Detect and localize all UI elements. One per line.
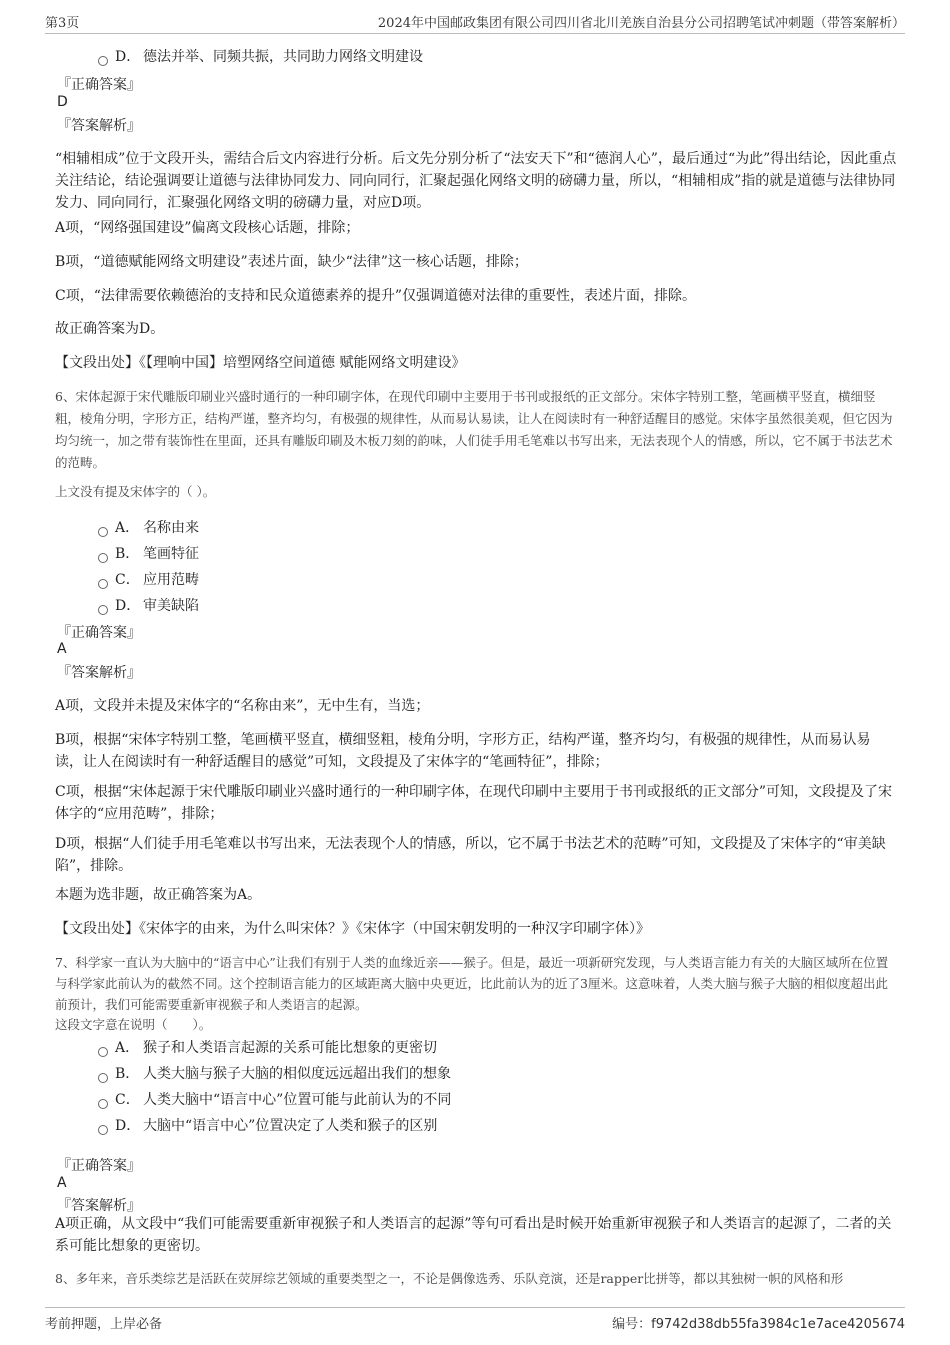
option-c-radio[interactable] xyxy=(98,579,108,589)
option-d-radio[interactable] xyxy=(98,56,108,66)
q6-source: 【文段出处】《宋体字的由来，为什么叫宋体？》《宋体字（中国宋朝发明的一种汉字印刷字体）》 xyxy=(55,921,650,937)
q5-analysis-label: 『答案解析』 xyxy=(57,118,141,134)
q6-analysis-a: A项，文段并未提及宋体字的“名称由来”，无中生有，当选； xyxy=(55,698,430,714)
q7-option-d xyxy=(115,1115,437,1135)
option-a-radio[interactable] xyxy=(98,527,108,537)
footer-slogan: 考前押题，上岸必备 xyxy=(45,1317,163,1332)
q6-answer: A xyxy=(57,641,67,657)
q6-option-b xyxy=(115,543,199,563)
q6-answer-label: 『正确答案』 xyxy=(57,625,141,641)
document-title: 2024年中国邮政集团有限公司四川省北川羌族自治县分公司招聘笔试冲刺题（带答案解析） xyxy=(377,16,905,31)
q6-analysis-b: B项，根据“宋体字特别工整，笔画横平竖直，横细竖粗，棱角分明，字形方正，结构严谨，整齐均匀，有极强的规律性，从而易认易读，让人在阅读时有一种舒适醒目的感觉”可知，文段提及了宋体字的“笔画特征”，排除； xyxy=(55,732,871,770)
q5-answer: D xyxy=(57,94,68,110)
q7-answer: A xyxy=(57,1175,67,1191)
option-text: 名称由来 xyxy=(143,520,199,536)
option-text: 审美缺陷 xyxy=(143,598,199,614)
q5-analysis-b: B项，“道德赋能网络文明建设”表述片面，缺少“法律”这一核心话题，排除； xyxy=(55,254,528,270)
option-key: A． xyxy=(115,1040,140,1056)
q6-analysis-c: C项，根据“宋体起源于宋代雕版印刷业兴盛时通行的一种印刷字体，在现代印刷中主要用于书刊或报纸的正文部分”可知，文段提及了宋体字的“应用范畴”，排除； xyxy=(55,784,893,822)
option-text: 德法并举、同频共振，共同助力网络文明建设 xyxy=(143,49,423,65)
q6-analysis-d: D项，根据“人们徒手用毛笔难以书写出来，无法表现个人的情感，所以，它不属于书法艺术的范畴”可知，文段提及了宋体字的“审美缺陷”，排除。 xyxy=(55,836,886,874)
option-key: B． xyxy=(115,1066,140,1082)
option-key: B． xyxy=(115,546,140,562)
option-text: 人类大脑中“语言中心”位置可能与此前认为的不同 xyxy=(143,1092,452,1108)
option-key: D． xyxy=(115,49,141,65)
q7-question: 这段文字意在说明（ ）。 xyxy=(55,1017,212,1032)
q7-option-c xyxy=(115,1089,451,1109)
q6-stem: 6、宋体起源于宋代雕版印刷业兴盛时通行的一种印刷字体，在现代印刷中主要用于书刊或报纸的正文部分。宋体字特别工整，笔画横平竖直，横细竖粗，棱角分明，字形方正，结构严谨，整齐均匀，有极强的规律性，从而易认易读，让人在阅读时有一种舒适醒目的感觉。宋体字虽然很美观，但它因为均匀统一，加之带有装饰性在里面，还具有雕版印刷及木板刀刻的韵味，人们徒手用毛笔难以书写出来，无法表现个人的情感，所以，它不属于书法艺术的范畴。 xyxy=(55,389,893,470)
option-key: D． xyxy=(115,1118,141,1134)
q6-question: 上文没有提及宋体字的（ ）。 xyxy=(55,484,216,499)
q5-conclusion: 故正确答案为D。 xyxy=(55,321,165,337)
header-divider xyxy=(45,33,905,34)
code-value: f9742d38db55fa3984c1e7ace4205674 xyxy=(651,1317,905,1332)
option-text: 笔画特征 xyxy=(143,546,199,562)
footer-code xyxy=(612,1313,905,1332)
option-key: C． xyxy=(115,1092,140,1108)
q5-source: 【文段出处】《【理响中国】培塑网络空间道德 赋能网络文明建设》 xyxy=(55,355,466,371)
q7-answer-label: 『正确答案』 xyxy=(57,1158,141,1174)
option-c-radio[interactable] xyxy=(98,1099,108,1109)
option-text: 应用范畴 xyxy=(143,572,199,588)
q5-answer-label: 『正确答案』 xyxy=(57,77,141,93)
code-label: 编号： xyxy=(612,1317,652,1332)
footer-divider xyxy=(45,1307,905,1308)
q7-stem: 7、科学家一直认为大脑中的“语言中心”让我们有别于人类的血缘近亲——猴子。但是，最近一项新研究发现，与人类语言能力有关的大脑区域所在位置与科学家此前认为的截然不同。这个控制语言能力的区域距离大脑中央更近，比此前认为的近了3厘米。这意味着，人类大脑与猴子大脑的相似度超出此前预计，我们可能需要重新审视猴子和人类语言的起源。 xyxy=(55,955,889,1012)
q5-analysis-c: C项，“法律需要依赖德治的支持和民众道德素养的提升”仅强调道德对法律的重要性，表述片面，排除。 xyxy=(55,288,697,304)
q6-option-a xyxy=(115,517,199,537)
option-key: D． xyxy=(115,598,141,614)
q6-analysis-label: 『答案解析』 xyxy=(57,665,141,681)
option-key: A． xyxy=(115,520,140,536)
q5-option-d xyxy=(115,46,423,66)
option-b-radio[interactable] xyxy=(98,553,108,563)
q7-analysis: A项正确，从文段中“我们可能需要重新审视猴子和人类语言的起源”等句可看出是时候开始重新审视猴子和人类语言的起源了，二者的关系可能比想象的更密切。 xyxy=(55,1216,892,1254)
q6-option-c xyxy=(115,569,199,589)
q8-stem: 8、多年来，音乐类综艺是活跃在荧屏综艺领域的重要类型之一，不论是偶像选秀、乐队竞演，还是rapper比拼等，都以其独树一帜的风格和形 xyxy=(55,1271,844,1286)
option-key: C． xyxy=(115,572,140,588)
q5-analysis-a: A项，“网络强国建设”偏离文段核心话题，排除； xyxy=(55,220,360,236)
option-d-radio[interactable] xyxy=(98,605,108,615)
q7-option-a xyxy=(115,1037,437,1057)
q7-option-b xyxy=(115,1063,451,1083)
option-a-radio[interactable] xyxy=(98,1047,108,1057)
option-text: 大脑中“语言中心”位置决定了人类和猴子的区别 xyxy=(143,1118,438,1134)
option-text: 人类大脑与猴子大脑的相似度远远超出我们的想象 xyxy=(143,1066,451,1082)
q7-analysis-label: 『答案解析』 xyxy=(57,1198,141,1214)
option-d-radio[interactable] xyxy=(98,1125,108,1135)
option-b-radio[interactable] xyxy=(98,1073,108,1083)
q6-conclusion: 本题为选非题，故正确答案为A。 xyxy=(55,887,262,903)
q6-option-d xyxy=(115,595,199,615)
page-number: 第3页 xyxy=(45,16,80,31)
q5-analysis-para: “相辅相成”位于文段开头，需结合后文内容进行分析。后文先分别分析了“法安天下”和“德润人心”，最后通过“为此”得出结论，因此重点关注结论，结论强调要让道德与法律协同发力、同向同行，汇聚起强化网络文明的磅礴力量，所以，“相辅相成”指的就是道德与法律协同发力、同向同行，汇聚强化网络文明的磅礴力量，对应D项。 xyxy=(55,151,897,211)
option-text: 猴子和人类语言起源的关系可能比想象的更密切 xyxy=(143,1040,437,1056)
